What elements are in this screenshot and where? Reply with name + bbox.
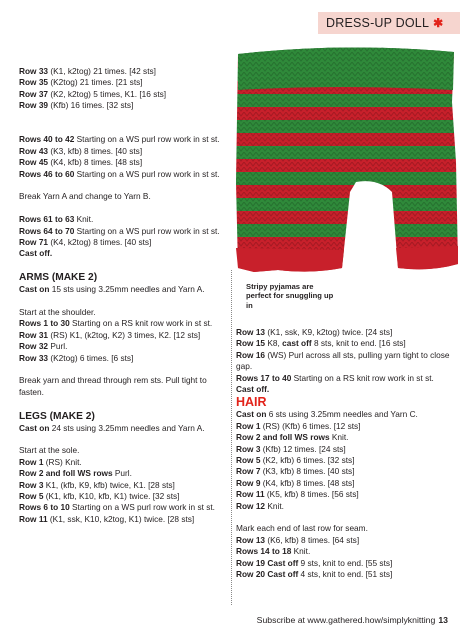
instruction-text: Starting on a WS purl row work in st st. <box>74 134 220 145</box>
pattern-instruction <box>19 77 227 88</box>
pattern-instruction <box>236 489 451 500</box>
instruction-label: Row 11 <box>236 489 265 500</box>
instruction-label: Row 2 and foll WS rows <box>19 468 113 479</box>
pattern-instruction <box>19 480 227 491</box>
instruction-label: Cast on <box>19 422 50 433</box>
pattern-instruction <box>19 514 227 525</box>
instruction-label: Row 12 <box>236 500 266 511</box>
instruction-text: K1, (kfb, K9, kfb) twice, K1. [28 sts] <box>43 479 175 490</box>
paragraph-gap <box>19 398 227 409</box>
instruction-text: (Kfb) 16 times. [32 sts] <box>48 100 134 111</box>
pattern-instruction <box>19 89 227 100</box>
pattern-instruction <box>19 491 227 502</box>
instruction-label: Row 37 <box>19 88 49 99</box>
pattern-instruction <box>236 384 451 395</box>
footer <box>257 615 448 625</box>
instruction-text: (WS) Purl across all sts, pulling yarn tight to close gap. <box>236 349 450 372</box>
pattern-instruction <box>19 341 227 352</box>
instruction-text: Starting on a RS knit row work in st st. <box>69 318 213 329</box>
instruction-text: Knit. <box>329 432 349 443</box>
star-icon: ✱ <box>433 16 444 30</box>
instruction-text: (K3, kfb) 8 times. [40 sts] <box>48 145 143 156</box>
pattern-instruction <box>19 353 227 364</box>
instruction-text: (K5, kfb) 8 times. [56 sts] <box>264 489 359 500</box>
instruction-text: (K4, k2tog) 8 times. [40 sts] <box>48 237 152 248</box>
instruction-label: Rows 64 to 70 <box>19 225 75 236</box>
pattern-instruction <box>236 569 451 580</box>
instruction-label: Row 45 <box>19 157 49 168</box>
pattern-instruction <box>236 478 451 489</box>
paragraph-gap <box>19 364 227 375</box>
section-heading: HAIR <box>236 395 267 410</box>
instruction-label: Cast on <box>19 284 50 295</box>
section-title: DRESS-UP DOLL <box>326 16 430 30</box>
instruction-label: Cast on <box>236 409 267 420</box>
instruction-text: (K3, kfb) 8 times. [40 sts] <box>260 466 355 477</box>
instruction-text: Starting on a WS purl row work in st st. <box>74 168 220 179</box>
instruction-text: Starting on a RS knit row work in st st. <box>291 372 434 383</box>
pattern-instruction <box>236 523 451 534</box>
instruction-label: Row 3 <box>236 443 261 454</box>
pattern-instruction <box>236 373 451 384</box>
paragraph-gap <box>19 112 227 123</box>
instruction-text: Starting on a WS purl row work in st st. <box>69 502 215 513</box>
paragraph-gap <box>19 434 227 445</box>
instruction-label: Row 13 <box>236 327 266 337</box>
instruction-text: 6 sts using 3.25mm needles and Yarn C. <box>266 409 418 420</box>
instruction-text: (K2tog) 21 times. [21 sts] <box>48 77 143 88</box>
pattern-instruction <box>19 457 227 468</box>
pattern-instruction <box>19 214 227 225</box>
footer-subscribe-text: Subscribe at www.gathered.how/simplyknitting <box>256 615 436 625</box>
instruction-label: Row 16 <box>236 349 266 360</box>
pattern-instruction <box>19 423 227 434</box>
instruction-label: Row 31 <box>19 329 49 340</box>
pattern-instruction <box>19 284 227 295</box>
instruction-text: (Kfb) 12 times. [24 sts] <box>260 443 346 454</box>
instruction-label: Row 20 Cast off <box>236 569 299 580</box>
pattern-instruction <box>19 134 227 145</box>
pattern-instruction <box>19 100 227 111</box>
pattern-instruction <box>19 307 227 318</box>
instruction-text: (K4, kfb) 8 times. [48 sts] <box>48 157 143 168</box>
page-number: 13 <box>438 615 448 625</box>
column-divider <box>231 270 232 605</box>
instruction-label: Row 33 <box>19 352 49 363</box>
paragraph-gap <box>236 512 451 523</box>
instruction-text: (K2, k2tog) 5 times, K1. [16 sts] <box>48 88 167 99</box>
pattern-instruction <box>236 455 451 466</box>
pattern-instruction <box>236 558 451 569</box>
instruction-label: Rows 14 to 18 <box>236 546 292 557</box>
instruction-label: Cast off. <box>236 384 270 395</box>
pattern-instruction <box>19 248 227 259</box>
instruction-text: 15 sts using 3.25mm needles and Yarn A. <box>49 284 205 295</box>
instruction-text: Start at the shoulder. <box>19 307 96 318</box>
instruction-label: Rows 46 to 60 <box>19 168 75 179</box>
section-heading: LEGS (MAKE 2) <box>19 410 95 422</box>
paragraph-gap <box>19 260 227 271</box>
instruction-text: (K6, kfb) 8 times. [64 sts] <box>265 534 360 545</box>
pattern-instruction <box>236 350 451 373</box>
paragraph-gap <box>19 296 227 307</box>
instruction-text: Knit. <box>291 546 311 557</box>
pattern-instruction <box>19 502 227 513</box>
pattern-instruction <box>236 327 451 338</box>
instruction-text: 24 sts using 3.25mm needles and Yarn A. <box>49 422 205 433</box>
instruction-text: Start at the sole. <box>19 445 80 456</box>
instruction-label: Row 1 <box>19 456 44 467</box>
instruction-label: Row 13 <box>236 534 266 545</box>
instruction-text: 9 sts, knit to end. [55 sts] <box>298 557 393 568</box>
instruction-text: (K1, ssk, K10, k2tog, K1) twice. [28 sts] <box>47 513 195 524</box>
pattern-instruction <box>19 191 227 202</box>
instruction-text: K8, cast off 8 sts, knit to end. [16 sts] <box>265 338 406 349</box>
instruction-text: Knit. <box>74 214 94 225</box>
pattern-instruction <box>19 330 227 341</box>
instruction-text: Knit. <box>265 500 284 511</box>
instruction-label: Row 43 <box>19 145 49 156</box>
pattern-instruction <box>19 375 227 398</box>
instruction-text: (K1, kfb, K10, kfb, K1) twice. [32 sts] <box>43 491 180 502</box>
instruction-text: Break Yarn A and change to Yarn B. <box>19 191 151 202</box>
instruction-label: Rows 1 to 30 <box>19 318 70 329</box>
pattern-instruction <box>236 421 451 432</box>
instruction-text: Purl. <box>112 468 132 479</box>
instruction-label: Row 39 <box>19 100 49 111</box>
pattern-instruction <box>19 468 227 479</box>
instruction-label: Row 5 <box>236 455 261 466</box>
photo-caption: Stripy pyjamas are perfect for snuggling up in <box>246 282 334 310</box>
instruction-text: Starting on a WS purl row work in st st. <box>74 225 220 236</box>
instruction-label: Row 32 <box>19 341 49 352</box>
instruction-label: Rows 61 to 63 <box>19 214 75 225</box>
instruction-text: (K1, k2tog) 21 times. [42 sts] <box>48 66 156 76</box>
instruction-text: (K4, kfb) 8 times. [48 sts] <box>260 477 355 488</box>
instruction-label: Row 3 <box>19 479 44 490</box>
instruction-text: (RS) K1, (k2tog, K2) 3 times, K2. [12 sts] <box>48 329 201 340</box>
instruction-label: Row 33 <box>19 66 49 76</box>
pattern-instruction <box>19 146 227 157</box>
pattern-instruction <box>236 546 451 557</box>
instruction-text: (RS) (Kfb) 6 times. [12 sts] <box>260 420 361 431</box>
instruction-label: Row 7 <box>236 466 261 477</box>
instruction-label: Row 1 <box>236 420 261 431</box>
pattern-instruction <box>19 169 227 180</box>
instruction-label: Row 5 <box>19 491 44 502</box>
instruction-label: Row 35 <box>19 77 49 88</box>
instruction-label: Rows 17 to 40 <box>236 372 292 383</box>
pattern-instruction <box>236 432 451 443</box>
instruction-label: Rows 6 to 10 <box>19 502 70 513</box>
instruction-label: Rows 40 to 42 <box>19 134 75 145</box>
instruction-label: Row 19 Cast off <box>236 557 299 568</box>
pattern-instruction <box>236 409 451 420</box>
left-column <box>19 66 227 525</box>
section-tab <box>318 12 460 34</box>
instruction-label: Row 71 <box>19 237 49 248</box>
instruction-text: Purl. <box>48 341 68 352</box>
instruction-text: (K2tog) 6 times. [6 sts] <box>48 352 134 363</box>
paragraph-gap <box>19 203 227 214</box>
instruction-text: (K2, kfb) 6 times. [32 sts] <box>260 455 355 466</box>
pattern-instruction <box>19 445 227 456</box>
pattern-instruction <box>19 157 227 168</box>
pattern-instruction <box>19 226 227 237</box>
right-column <box>236 327 451 581</box>
instruction-label: Row 2 and foll WS rows <box>236 432 330 443</box>
pattern-instruction <box>236 501 451 512</box>
paragraph-gap <box>19 123 227 134</box>
pattern-instruction <box>19 318 227 329</box>
instruction-text: (RS) Knit. <box>43 456 82 467</box>
pattern-instruction <box>19 237 227 248</box>
section-heading: ARMS (MAKE 2) <box>19 272 98 284</box>
instruction-text: (K1, ssk, K9, k2tog) twice. [24 sts] <box>265 327 393 337</box>
instruction-label: Row 9 <box>236 477 261 488</box>
pattern-instruction <box>236 535 451 546</box>
instruction-label: Row 15 <box>236 338 266 349</box>
pyjama-shorts-photo <box>232 42 460 278</box>
instruction-label: Cast off. <box>19 248 53 259</box>
pattern-instruction <box>236 444 451 455</box>
pattern-instruction <box>236 338 451 349</box>
instruction-text: 4 sts, knit to end. [51 sts] <box>298 569 393 580</box>
paragraph-gap <box>19 180 227 191</box>
instruction-text: Mark each end of last row for seam. <box>236 523 368 534</box>
pattern-instruction <box>236 466 451 477</box>
instruction-label: Row 11 <box>19 513 48 524</box>
instruction-text: Break yarn and thread through rem sts. Pull tight to fasten. <box>19 375 207 397</box>
pattern-instruction <box>19 66 227 77</box>
